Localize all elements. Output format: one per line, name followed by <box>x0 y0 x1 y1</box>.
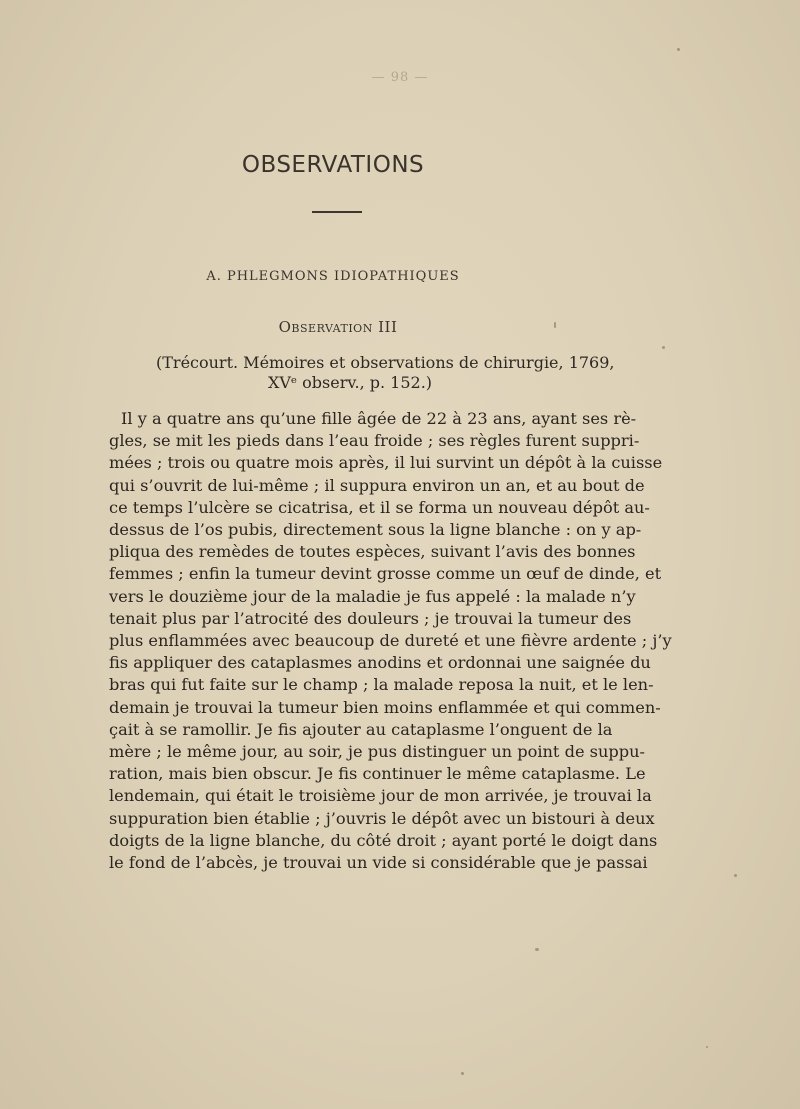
body-line: lendemain, qui était le troisième jour de mon arrivée, je trouvai la <box>109 786 652 806</box>
body-line: doigts de la ligne blanche, du côté droit ; ayant porté le doigt dans <box>109 830 658 850</box>
paper-speck <box>662 346 665 349</box>
paper-speck <box>535 948 539 951</box>
body-line: plus enflammées avec beaucoup de dureté et une fièvre ardente ; j’y <box>109 631 672 651</box>
paper-speck <box>461 1072 464 1075</box>
citation <box>156 353 615 393</box>
body-line: le fond de l’abcès, je trouvai un vide si considérable que je passai <box>109 853 648 873</box>
body-line: dessus de l’os pubis, directement sous la ligne blanche : on y ap- <box>109 520 642 540</box>
page-title: OBSERVATIONS <box>241 152 425 178</box>
page-number: — 98 — <box>371 70 429 85</box>
body-line: Il y a quatre ans qu’une fille âgée de 22 à 23 ans, ayant ses rè- <box>121 409 637 428</box>
body-line: suppuration bien établie ; j’ouvris le dépôt avec un bistouri à deux <box>109 808 655 828</box>
title-divider <box>312 211 362 213</box>
body-line: pliqua des remèdes de toutes espèces, suivant l’avis des bonnes <box>109 542 636 562</box>
body-line: vers le douzième jour de la maladie je fus appelé : la malade n’y <box>109 586 636 606</box>
body-line: mées ; trois ou quatre mois après, il lui survint un dépôt à la cuisse <box>109 453 663 473</box>
body-line: tenait plus par l’atrocité des douleurs ; je trouvai la tumeur des <box>109 608 632 628</box>
body-line: bras qui fut faite sur le champ ; la malade reposa la nuit, et le len- <box>109 675 654 695</box>
body-line: ration, mais bien obscur. Je fis continuer le même cataplasme. Le <box>109 764 646 784</box>
body-paragraph <box>109 408 672 874</box>
observation-heading: Observation III <box>278 318 398 336</box>
body-line: mère ; le même jour, au soir, je pus distinguer un point de suppu- <box>109 742 646 762</box>
body-line: gles, se mit les pieds dans l’eau froide ; ses règles furent suppri- <box>109 431 640 451</box>
paper-speck <box>677 48 680 51</box>
body-line: ce temps l’ulcère se cicatrisa, et il se forma un nouveau dépôt au- <box>109 497 650 517</box>
citation-line-1: (Trécourt. Mémoires et observations de chirurgie, 1769, <box>156 353 615 372</box>
citation-line-2: XVᵉ observ., p. 152.) <box>267 373 433 392</box>
body-line: femmes ; enfin la tumeur devint grosse comme un œuf de dinde, et <box>109 564 662 584</box>
section-heading: A. PHLEGMONS IDIOPATHIQUES <box>206 269 460 284</box>
body-line: çait à se ramollir. Je fis ajouter au cataplasme l’onguent de la <box>109 719 613 739</box>
paper-speck <box>554 322 556 328</box>
paper-speck <box>734 874 737 877</box>
paper-speck <box>706 1046 708 1048</box>
body-line: demain je trouvai la tumeur bien moins enflammée et qui commen- <box>109 697 661 717</box>
body-line: fis appliquer des cataplasmes anodins et ordonnai une saignée du <box>109 653 651 673</box>
body-line: qui s’ouvrit de lui-même ; il suppura environ un an, et au bout de <box>109 475 645 495</box>
